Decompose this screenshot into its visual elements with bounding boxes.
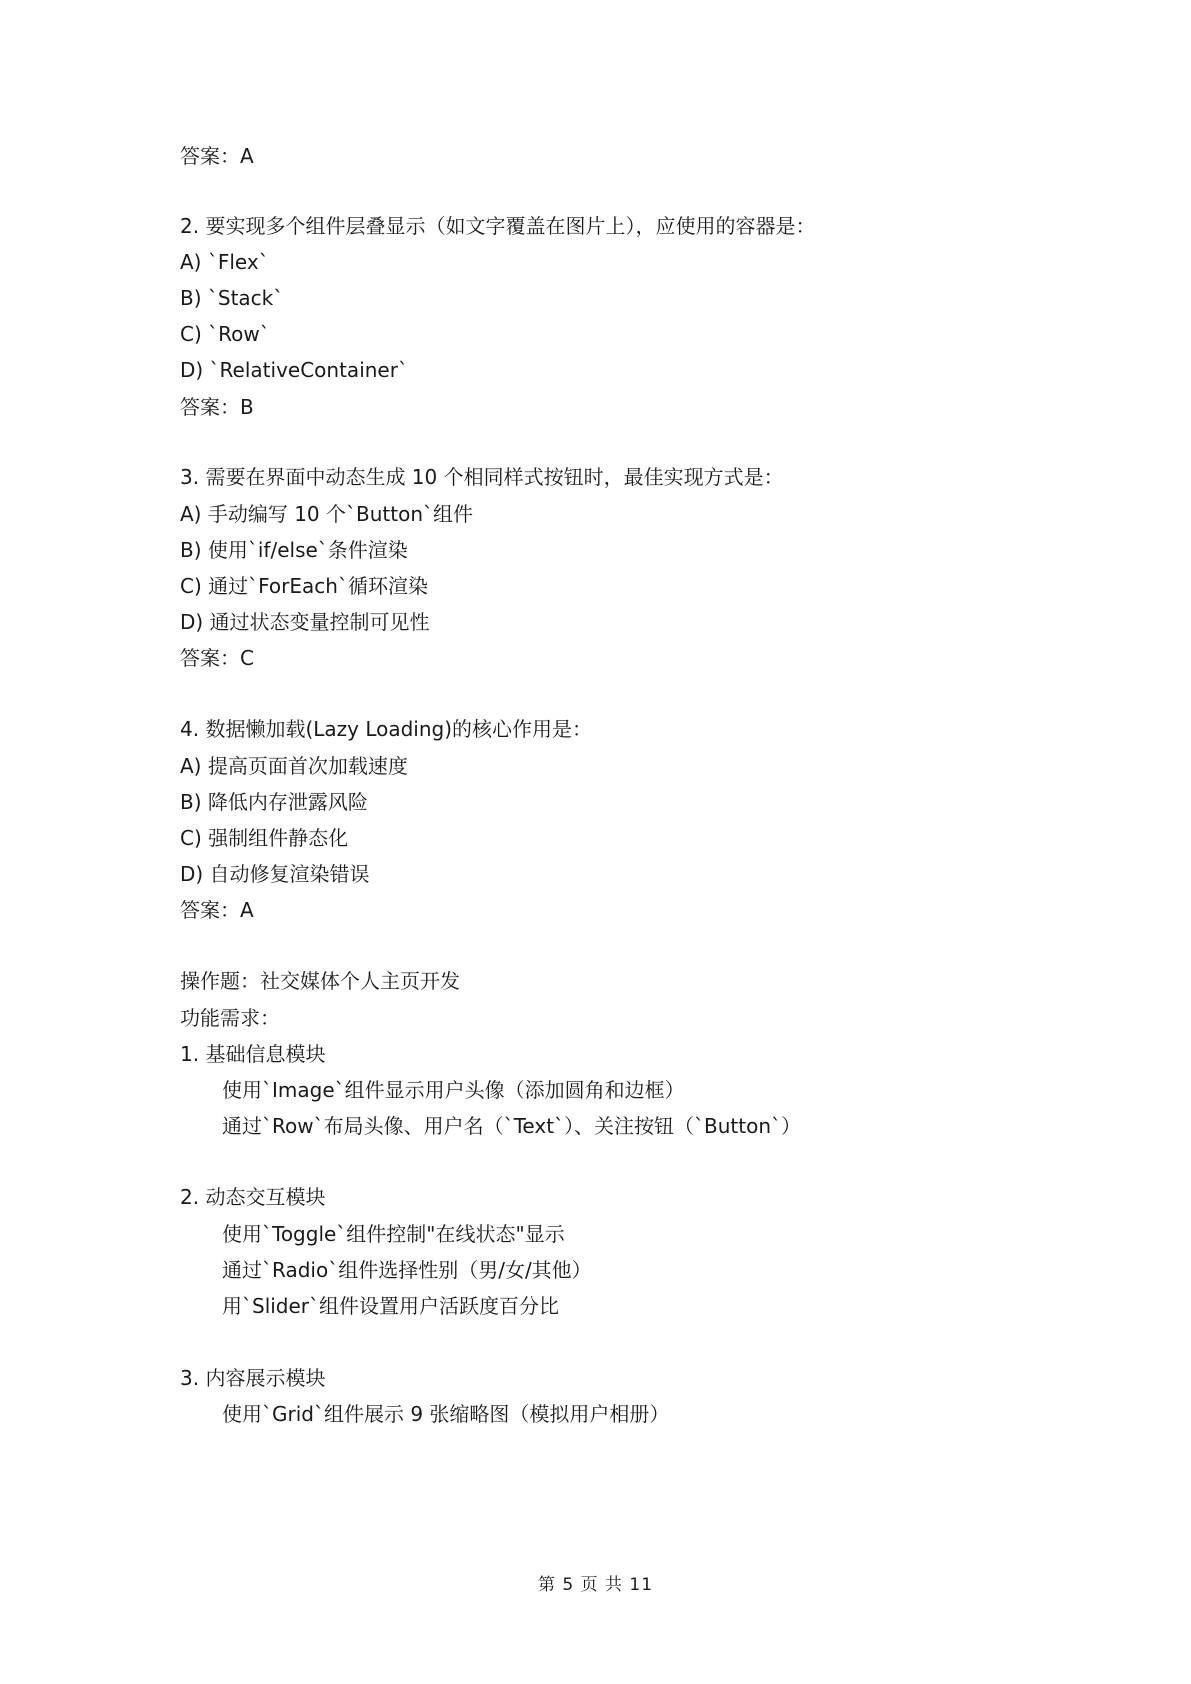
q3-option-d: D) 通过状态变量控制可见性 (180, 610, 430, 634)
module-2-item-3: 用`Slider`组件设置用户活跃度百分比 (222, 1294, 560, 1318)
requirements-heading: 功能需求： (180, 1006, 280, 1030)
module-1-item-1: 使用`Image`组件显示用户头像（添加圆角和边框） (222, 1078, 685, 1102)
module-3-heading: 3. 内容展示模块 (180, 1366, 326, 1390)
q3-option-b: B) 使用`if/else`条件渲染 (180, 538, 408, 562)
module-2-item-2: 通过`Radio`组件选择性别（男/女/其他） (222, 1258, 592, 1282)
module-2-heading: 2. 动态交互模块 (180, 1185, 326, 1209)
page-number-footer: 第 5 页 共 11 (537, 1575, 654, 1595)
q2-option-c: C) `Row` (180, 322, 270, 346)
q4-option-d: D) 自动修复渲染错误 (180, 862, 370, 886)
question-4: 4. 数据懒加载(Lazy Loading)的核心作用是： (180, 717, 593, 741)
module-2-item-1: 使用`Toggle`组件控制"在线状态"显示 (222, 1222, 565, 1246)
q2-option-a: A) `Flex` (180, 250, 269, 274)
q4-option-a: A) 提高页面首次加载速度 (180, 754, 408, 778)
module-1-heading: 1. 基础信息模块 (180, 1042, 326, 1066)
q2-option-b: B) `Stack` (180, 286, 284, 310)
question-2: 2. 要实现多个组件层叠显示（如文字覆盖在图片上），应使用的容器是： (180, 214, 816, 238)
q3-option-c: C) 通过`ForEach`循环渲染 (180, 574, 428, 598)
practical-task-title: 操作题：社交媒体个人主页开发 (180, 969, 460, 993)
q4-option-c: C) 强制组件静态化 (180, 826, 349, 850)
answer-q2: 答案：B (180, 395, 254, 419)
question-3: 3. 需要在界面中动态生成 10 个相同样式按钮时，最佳实现方式是： (180, 465, 784, 489)
answer-q1: 答案：A (180, 144, 254, 168)
answer-q4: 答案：A (180, 898, 254, 922)
answer-q3: 答案：C (180, 646, 254, 670)
q3-option-a: A) 手动编写 10 个`Button`组件 (180, 502, 473, 526)
module-3-item-1: 使用`Grid`组件展示 9 张缩略图（模拟用户相册） (222, 1402, 670, 1426)
q2-option-d: D) `RelativeContainer` (180, 358, 408, 382)
module-1-item-2: 通过`Row`布局头像、用户名（`Text`）、关注按钮（`Button`） (222, 1114, 802, 1138)
q4-option-b: B) 降低内存泄露风险 (180, 790, 368, 814)
